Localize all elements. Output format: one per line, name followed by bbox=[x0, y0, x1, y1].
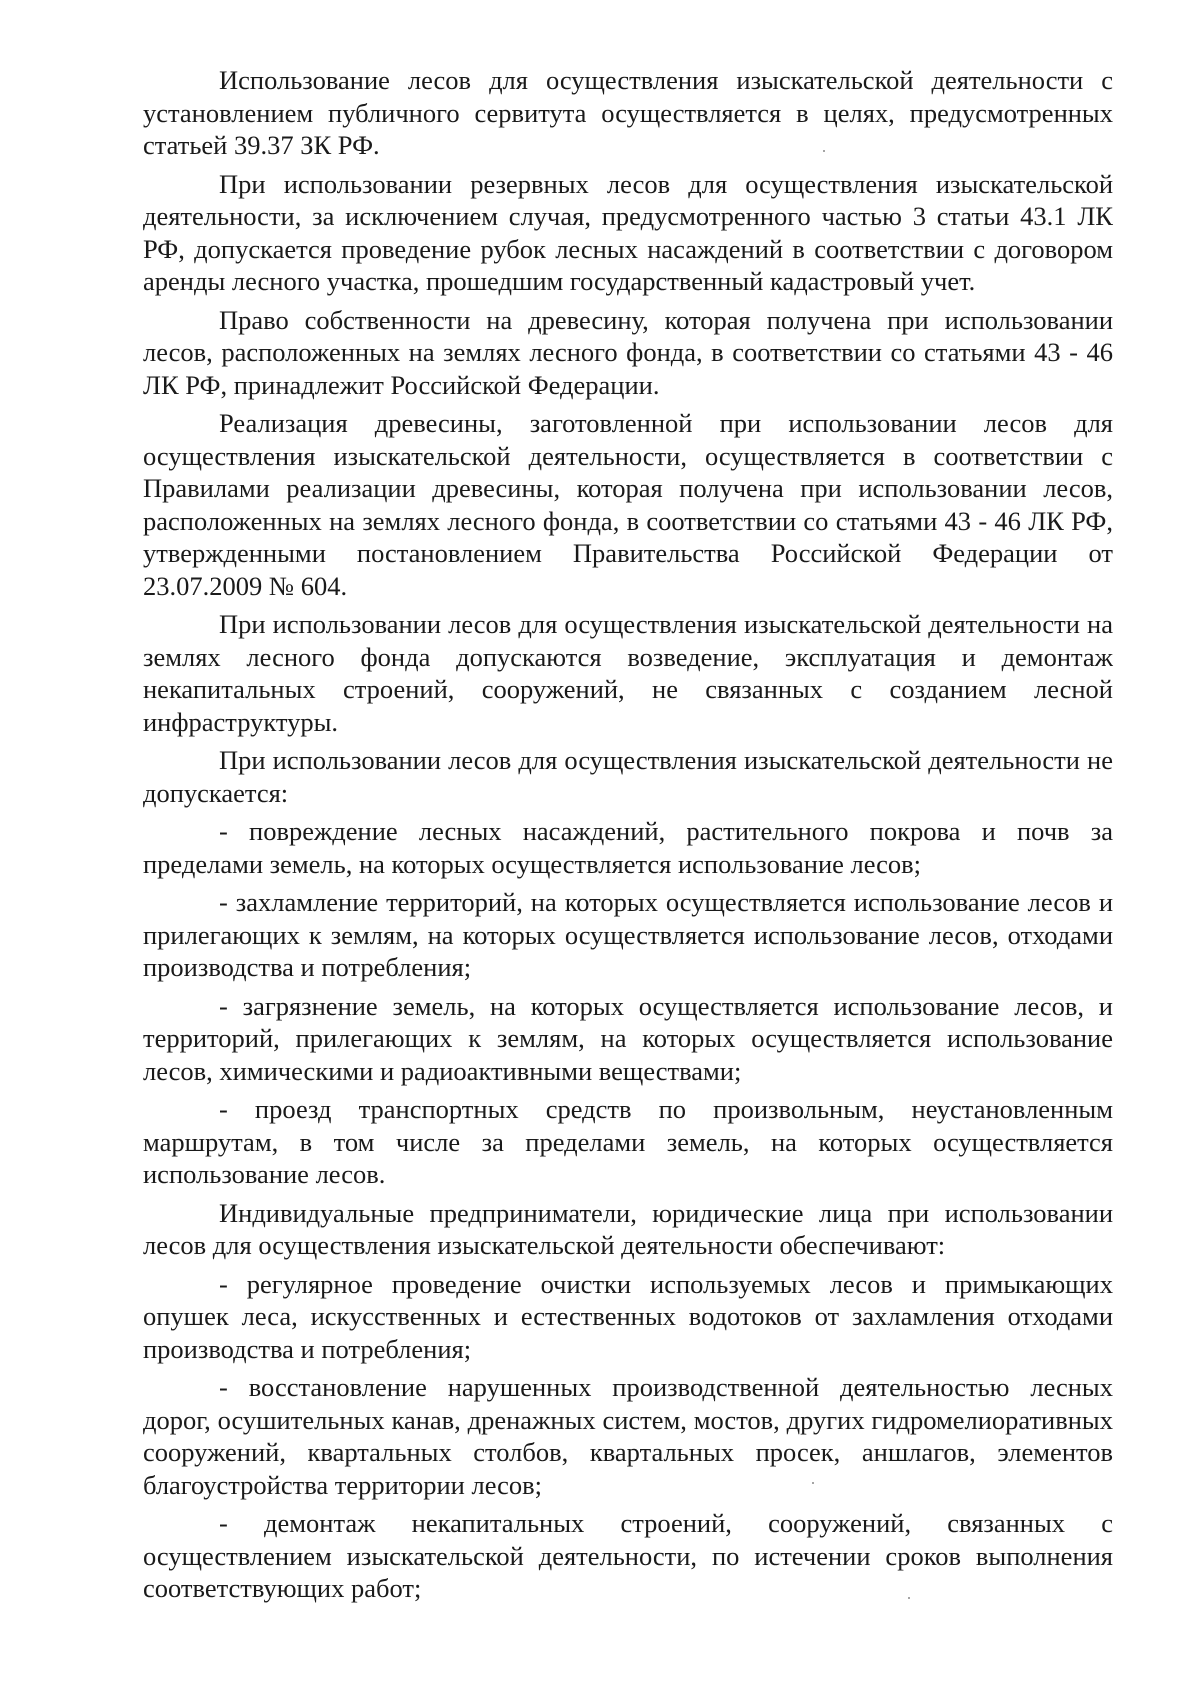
paragraph-public-easement: Использование лесов для осуществления изыскательской деятельности с установлением публичного сервитута осуществляется в целях, предусмотренных статьей 39.37 ЗК РФ. bbox=[143, 65, 1113, 160]
list-item-littering: - захламление территорий, на которых осуществляется использование лесов и прилегающих к землям, на которых осуществляется использование лесов, отходами производства и потребления; bbox=[143, 887, 1113, 982]
scan-speck bbox=[823, 150, 825, 152]
scan-speck bbox=[908, 1597, 910, 1599]
scan-speck bbox=[812, 1482, 814, 1484]
paragraph-temporary-structures: При использовании лесов для осуществления изыскательской деятельности на землях лесного фонда допускаются возведение, эксплуатация и демонтаж некапитальных строений, сооружений, не связанных с созданием лесной инфраструктуры. bbox=[143, 609, 1113, 737]
paragraph-wood-ownership: Право собственности на древесину, которая получена при использовании лесов, расположенных на землях лесного фонда, в соответствии со статьями 43 - 46 ЛК РФ, принадлежит Российской Федерации. bbox=[143, 304, 1113, 400]
list-item-cleaning: - регулярное проведение очистки используемых лесов и примыкающих опушек леса, искусственных и естественных водотоков от захламления отходами производства и потребления; bbox=[143, 1268, 1113, 1364]
paragraph-wood-sale: Реализация древесины, заготовленной при использовании лесов для осуществления изыскательской деятельности, осуществляется в соответствии с Правилами реализации древесины, которая получена при использовании лесов, расположенных на землях лесного фонда, в соответствии со статьями 43 - 46 ЛК РФ, утвержденными постановлением Правительства Российской Федерации от 23.07.2009 № 604. bbox=[143, 408, 1113, 601]
list-item-restoration: - восстановление нарушенных производственной деятельностью лесных дорог, осушительных канав, дренажных систем, мостов, других гидромелиоративных сооружений, квартальных столбов, квартальных просек, аншлагов, элементов благоустройства территории лесов; bbox=[143, 1372, 1113, 1500]
paragraph-reserve-forests: При использовании резервных лесов для осуществления изыскательской деятельности, за исключением случая, предусмотренного частью 3 статьи 43.1 ЛК РФ, допускается проведение рубок лесных насаждений в соответствии с договором аренды лесного участка, прошедшим государственный кадастровый учет. bbox=[143, 168, 1113, 296]
list-item-damage: - повреждение лесных насаждений, растительного покрова и почв за пределами земель, на которых осуществляется использование лесов; bbox=[143, 816, 1113, 879]
paragraph-obligations-intro: Индивидуальные предприниматели, юридические лица при использовании лесов для осуществления изыскательской деятельности обеспечивают: bbox=[143, 1197, 1113, 1260]
list-item-pollution: - загрязнение земель, на которых осуществляется использование лесов, и территорий, прилегающих к землям, на которых осуществляется использование лесов, химическими и радиоактивными веществами; bbox=[143, 990, 1113, 1086]
paragraph-prohibitions-intro: При использовании лесов для осуществления изыскательской деятельности не допускается: bbox=[143, 745, 1113, 808]
list-item-vehicle-passage: - проезд транспортных средств по произвольным, неустановленным маршрутам, в том числе за пределами земель, на которых осуществляется использование лесов. bbox=[143, 1094, 1113, 1189]
document-body bbox=[143, 64, 1113, 1605]
list-item-dismantling: - демонтаж некапитальных строений, сооружений, связанных с осуществлением изыскательской деятельности, по истечении сроков выполнения соответствующих работ; bbox=[143, 1508, 1113, 1603]
